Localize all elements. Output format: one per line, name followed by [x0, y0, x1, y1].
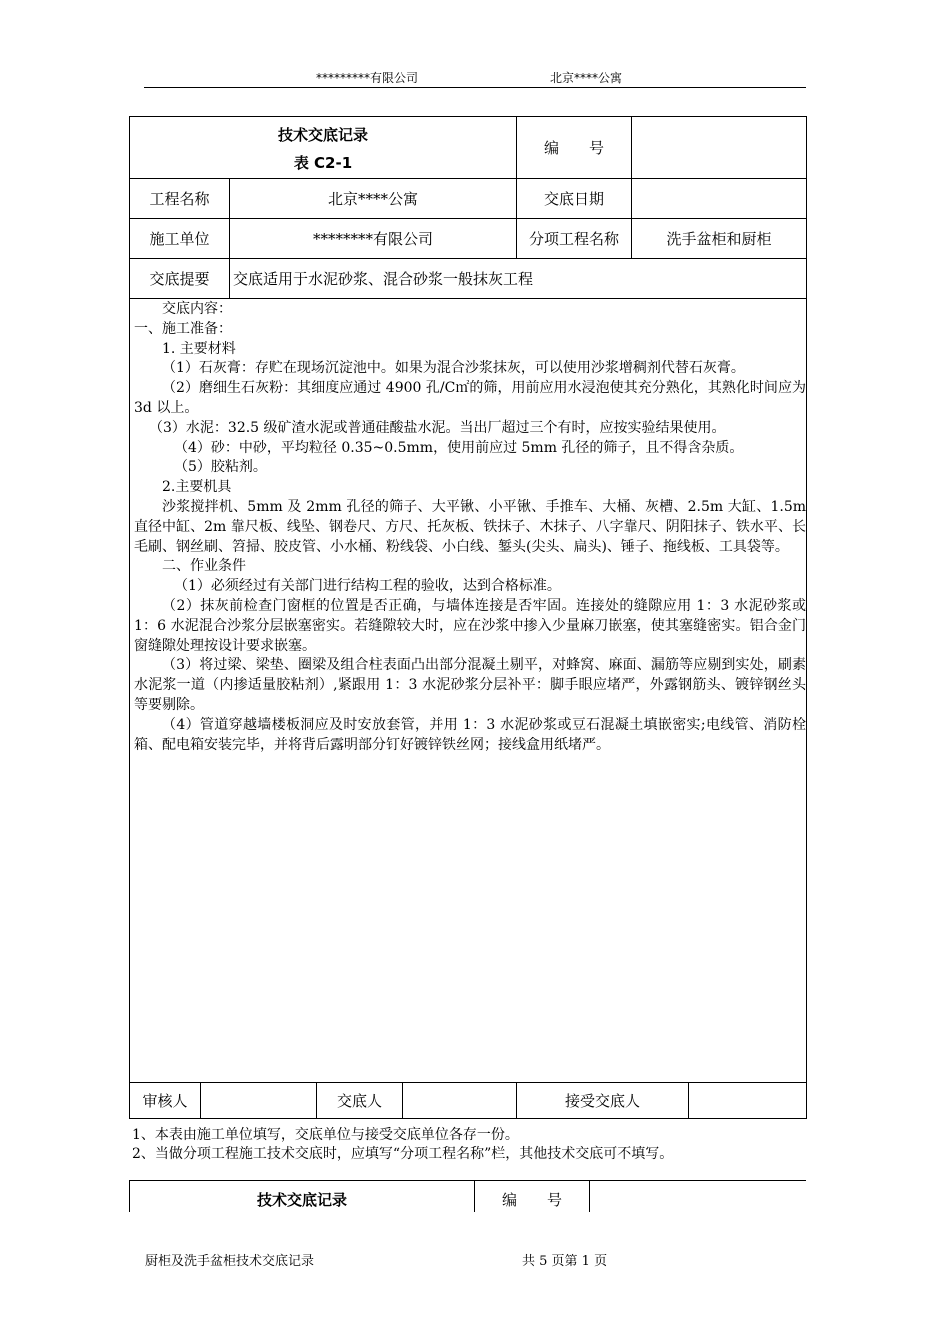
next-form-title: 技术交底记录 — [130, 1181, 475, 1213]
next-number-label: 编 号 — [475, 1181, 590, 1213]
number-value[interactable] — [632, 117, 807, 179]
content-line: （3）将过梁、梁垫、圈梁及组合柱表面凸出部分混凝土剔平，对蜂窝、麻面、漏筋等应剔到实处，刷素水泥浆一道（内掺适量胶粘剂）,紧跟用 1：3 水泥砂浆分层补平：脚手眼应堵严，外露钢筋头、镀锌钢丝头等要剔除。 — [134, 657, 806, 713]
unit-label: 施工单位 — [130, 219, 230, 259]
project-name-label: 工程名称 — [130, 179, 230, 219]
subproject-label: 分项工程名称 — [517, 219, 632, 259]
summary-value[interactable]: 交底适用于水泥砂浆、混合砂浆一般抹灰工程 — [230, 259, 807, 299]
next-form-fragment — [129, 1180, 806, 1212]
discloser-value[interactable] — [403, 1083, 517, 1119]
unit-value[interactable]: ********有限公司 — [230, 219, 517, 259]
reviewer-value[interactable] — [201, 1083, 317, 1119]
footer-doc-title: 厨柜及洗手盆柜技术交底记录 — [145, 1254, 315, 1269]
date-label: 交底日期 — [517, 179, 632, 219]
content-line: 交底内容： — [162, 301, 232, 317]
header-rule — [144, 87, 806, 88]
number-label: 编 号 — [517, 117, 632, 179]
form-code: 表 C2-1 — [293, 153, 353, 172]
content-line: （4）管道穿越墙楼板洞应及时安放套管，并用 1：3 水泥砂浆或豆石混凝土填嵌密实;电线管、消防栓箱、配电箱安装完毕，并将背后露明部分钉好镀锌铁丝网；接线盒用纸堵严。 — [134, 716, 806, 753]
receiver-label: 接受交底人 — [517, 1083, 689, 1119]
footer-page-number: 共 5 页第 1 页 — [522, 1254, 608, 1269]
date-value[interactable] — [632, 179, 807, 219]
content-line: 沙浆搅拌机、5mm 及 2mm 孔径的筛子、大平锹、小平锹、手推车、大桶、灰槽、2.5m 大缸、1.5m 直径中缸、2m 靠尺板、线坠、钢卷尺、方尺、托灰板、铁抹子、木抹子、八字靠尺、阴阳抹子、铁水平、长毛刷、钢丝刷、笤掃、胶皮管、小水桶、粉线袋、小白线、錾头(尖头、扁头)、锤子、拖线板、工具袋等。 — [134, 498, 806, 555]
content-line: 二、作业条件 — [162, 558, 246, 575]
content-line: 一、施工准备： — [134, 320, 232, 337]
content-line: （3）水泥：32.5 级矿渣水泥或普通硅酸盐水泥。当出厂超过三个有时，应按实验结果使用。 — [149, 419, 726, 436]
discloser-label: 交底人 — [317, 1083, 403, 1119]
content-line: （2）抹灰前检查门窗框的位置是否正确，与墙体连接是否牢固。连接处的缝隙应用 1：3 水泥砂浆或 1：6 水泥混合沙浆分层嵌塞密实。若缝隙较大时，应在沙浆中掺入少量麻刀嵌塞，使其塞缝密实。铝合金门窗缝隙处理按设计要求嵌塞。 — [134, 597, 806, 654]
content-line: （1）石灰膏：存贮在现场沉淀池中。如果为混合沙浆抹灰，可以使用沙浆增稠剂代替石灰膏。 — [162, 360, 745, 377]
next-number-value[interactable] — [590, 1181, 807, 1213]
reviewer-label: 审核人 — [130, 1083, 201, 1119]
content-line: 1. 主要材料 — [162, 340, 236, 357]
form-title: 技术交底记录 — [277, 125, 368, 144]
content-line: （5）胶粘剂。 — [174, 459, 267, 476]
subproject-value[interactable]: 洗手盆柜和厨柜 — [632, 219, 807, 259]
content-line: （4）砂：中砂，平均粒径 0.35~0.5mm，使用前应过 5mm 孔径的筛子，且不得含杂质。 — [174, 439, 744, 456]
note-2: 2、当做分项工程施工技术交底时，应填写“分项工程名称”栏，其他技术交底可不填写。 — [132, 1146, 674, 1162]
note-1: 1、本表由施工单位填写，交底单位与接受交底单位各存一份。 — [132, 1127, 519, 1143]
form-title-cell — [130, 117, 517, 179]
content-line: 2.主要机具 — [162, 479, 232, 496]
receiver-value[interactable] — [689, 1083, 807, 1119]
next-form-table — [129, 1180, 806, 1212]
content-line: （1）必须经过有关部门进行结构工程的验收，达到合格标准。 — [174, 578, 561, 595]
header-project: 北京****公寓 — [550, 71, 623, 85]
disclosure-content — [134, 300, 806, 755]
project-name-value[interactable]: 北京****公寓 — [230, 179, 517, 219]
summary-label: 交底提要 — [130, 259, 230, 299]
content-line: （2）磨细生石灰粉：其细度应通过 4900 孔/C㎡的筛，用前应用水浸泡使其充分熟化，其熟化时间应为 3d 以上。 — [134, 380, 806, 416]
header-company: *********有限公司 — [316, 71, 419, 85]
